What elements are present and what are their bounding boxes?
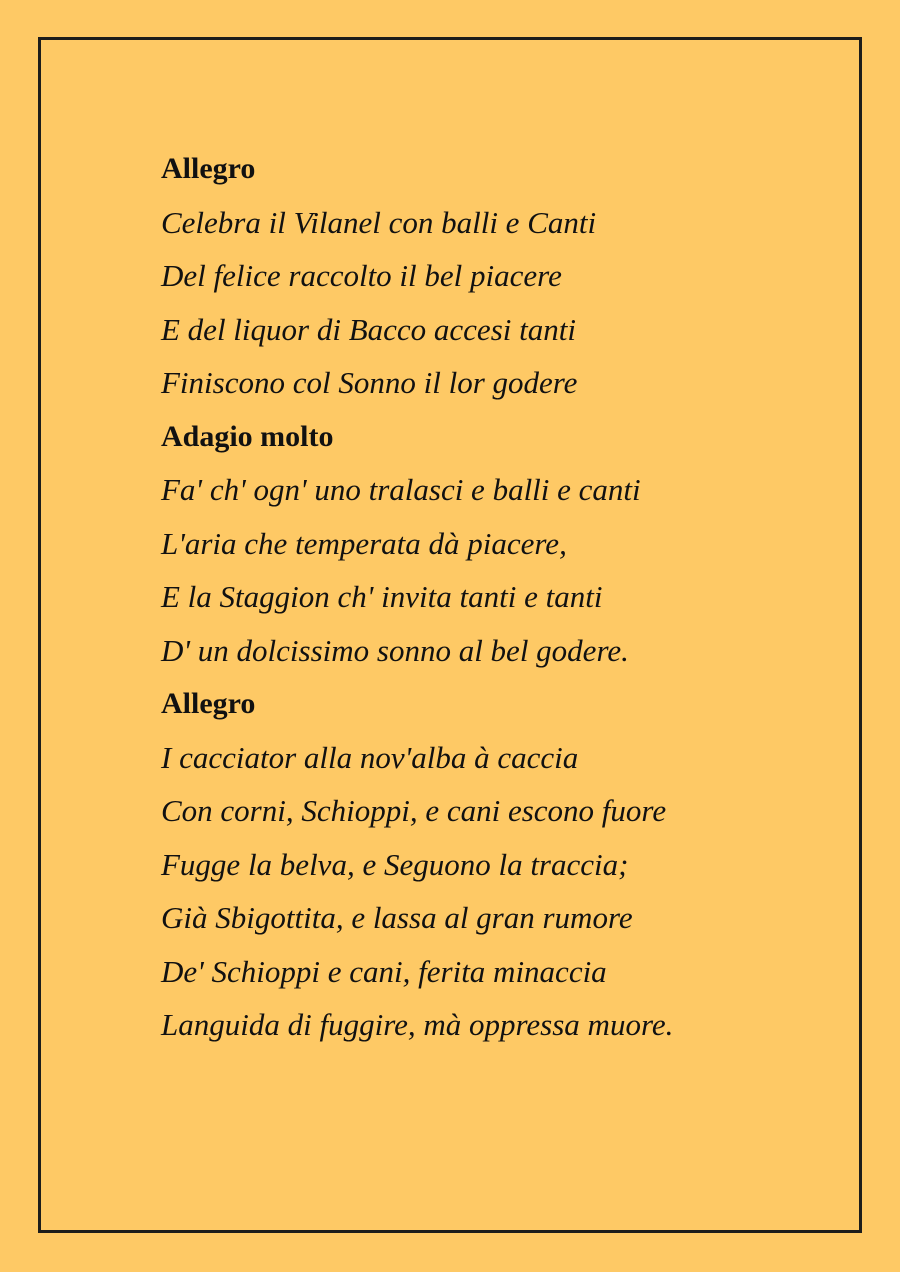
verse-line: Languida di fuggire, mà oppressa muore. xyxy=(161,1007,674,1042)
section-heading-allegro-1: Allegro xyxy=(161,152,256,185)
verse-line: Già Sbigottita, e lassa al gran rumore xyxy=(161,900,633,935)
verse-line: D' un dolcissimo sonno al bel godere. xyxy=(161,632,629,668)
verse-line: Finiscono col Sonno il lor godere xyxy=(161,365,578,400)
poem-text xyxy=(161,142,841,1052)
verse-line: I cacciator alla nov'alba à caccia xyxy=(161,739,579,775)
verse-line: De' Schioppi e cani, ferita minaccia xyxy=(161,953,607,989)
section-heading-adagio-molto: Adagio molto xyxy=(161,419,334,453)
verse-line: L'aria che temperata dà piacere, xyxy=(161,525,567,561)
verse-line: Fugge la belva, e Seguono la traccia; xyxy=(161,846,629,882)
verse-line: Con corni, Schioppi, e cani escono fuore xyxy=(161,793,667,828)
verse-line: E la Staggion ch' invita tanti e tanti xyxy=(161,579,603,614)
section-heading-allegro-2: Allegro xyxy=(161,687,256,720)
verse-line: Del felice raccolto il bel piacere xyxy=(161,258,562,293)
verse-line: Fa' ch' ogn' uno tralasci e balli e canti xyxy=(161,472,641,507)
verse-line: Celebra il Vilanel con balli e Canti xyxy=(161,204,597,240)
verse-line: E del liquor di Bacco accesi tanti xyxy=(161,311,576,347)
